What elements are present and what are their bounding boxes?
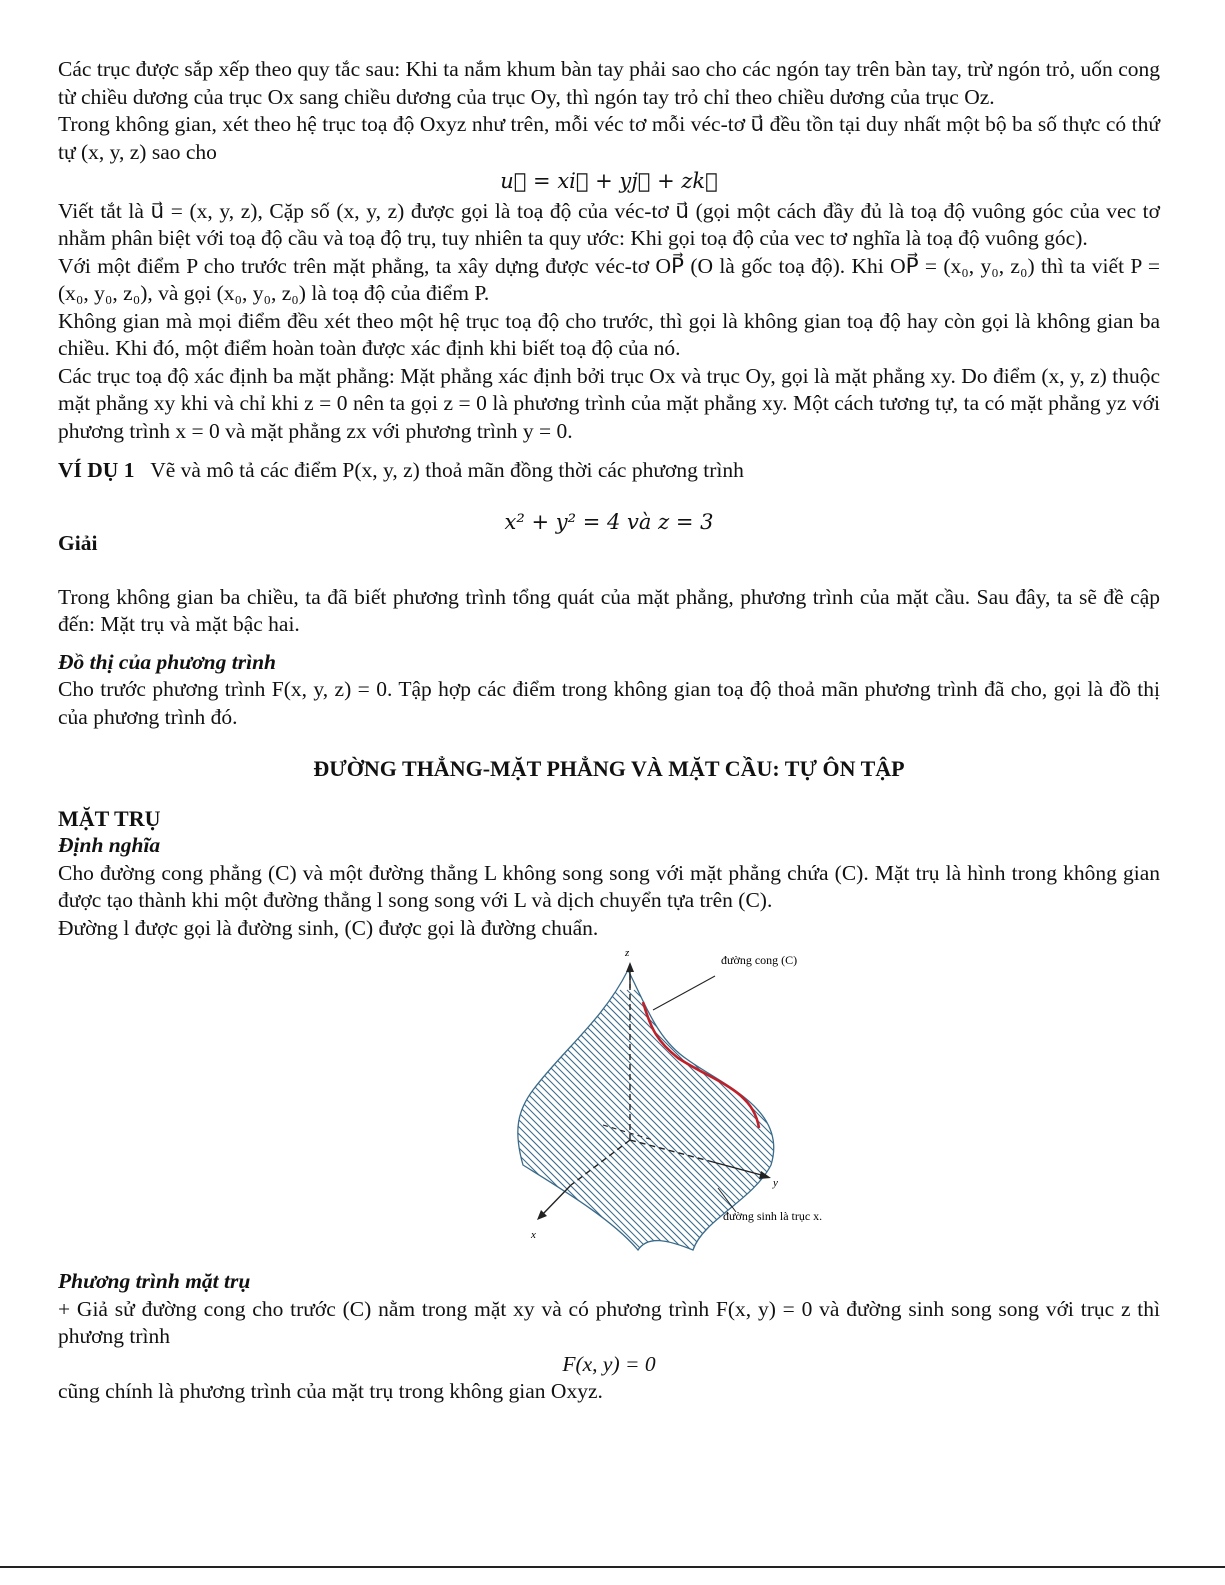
hatch-line (655, 990, 853, 1268)
hatch-line (453, 990, 619, 1268)
hatch-line (453, 990, 535, 1268)
x-axis-label: x (531, 1229, 536, 1241)
paragraph-generator-def: Đường l được gọi là đường sinh, (C) được gọi là đường chuẩn. (58, 915, 599, 940)
hatch-line (522, 990, 822, 1268)
hatch-line (536, 990, 836, 1268)
paragraph-cylinder-conclusion: cũng chính là phương trình của mặt trụ trong không gian Oxyz. (58, 1379, 603, 1403)
hatch-line (599, 990, 853, 1268)
cylinder-heading: MẶT TRỤ (58, 805, 161, 831)
hatch-line (453, 990, 465, 1268)
cylinder-figure (58, 950, 1160, 1268)
cylinder-equation: F(x, y) = 0 (562, 1351, 656, 1376)
hatch-line (453, 990, 605, 1268)
hatch-line (453, 990, 507, 1268)
paragraph-cylinder-def: Cho đường cong phẳng (C) và một đường thẳng L không song song với mặt phẳng chứa (C). Mặt trụ là hình trong không gian được tạo thành khi một đường thẳng l song song với L và dịch chuyển tựa trên (C). (58, 860, 1160, 912)
x-axis (541, 1185, 571, 1216)
y-axis-label: y (773, 1177, 778, 1189)
hatch-line (564, 990, 853, 1268)
hatch-line (711, 990, 853, 1268)
graph-heading: Đồ thị của phương trình (58, 649, 276, 674)
hatch-line (606, 990, 853, 1268)
hatch-line (697, 990, 853, 1268)
curve-leader-line (653, 976, 715, 1010)
hatch-line (487, 990, 787, 1268)
hatch-line (453, 990, 612, 1268)
solution-label: Giải (58, 531, 98, 555)
cylinder-equation-heading: Phương trình mặt trụ (58, 1269, 251, 1293)
hatch-line (662, 990, 853, 1268)
hatch-line (557, 990, 853, 1268)
hatch-line (453, 990, 675, 1268)
x-axis-dashed (571, 1140, 630, 1185)
hatch-line (453, 990, 493, 1268)
z-axis-arrow (626, 962, 634, 972)
equation-vector: u⃗ = xi⃗ + yj⃗ + zk⃗ (500, 169, 718, 193)
hatch-line (453, 990, 521, 1268)
hatch-line (613, 990, 853, 1268)
z-axis-label: z (625, 950, 630, 959)
hatch-line (550, 990, 850, 1268)
paragraph-cylinder-equation: + Giả sử đường cong cho trước (C) nằm trong mặt xy và có phương trình F(x, y) = 0 và đường sinh song song với trục z thì phương trình (58, 1296, 1160, 1348)
hatch-line (453, 990, 563, 1268)
hatch-line (453, 990, 626, 1268)
generator-label: đường sinh là trục x. (723, 1209, 823, 1223)
page-bottom-rule (0, 1566, 1225, 1568)
hatch-line (508, 990, 808, 1268)
hatch-line (641, 990, 853, 1268)
example-label: VÍ DỤ 1 (58, 458, 135, 482)
hatch-line (529, 990, 829, 1268)
hatch-line (453, 990, 500, 1268)
hatch-line (683, 990, 853, 1268)
document-page (58, 56, 1160, 1406)
hatch-line (648, 990, 853, 1268)
definition-heading: Định nghĩa (58, 833, 161, 857)
hatch-line (453, 990, 752, 1268)
hatch-line (459, 990, 759, 1268)
paragraph-point-coords: Với một điểm P cho trước trên mặt phẳng, ta xây dựng được véc-tơ OP⃗ (O là gốc toạ độ). Khi OP⃗ = (x₀, y₀, z₀) thì ta viết P = (x₀, y₀, z₀), và gọi (x₀, y₀, z₀) là toạ độ của điểm P. (58, 253, 1160, 305)
paragraph-graph-def: Cho trước phương trình F(x, y, z) = 0. Tập hợp các điểm trong không gian toạ độ thoả mãn phương trình đã cho, gọi là đồ thị của phương trình đó. (58, 677, 1160, 729)
hatch-line (453, 990, 486, 1268)
section-title: ĐƯỜNG THẲNG-MẶT PHẲNG VÀ MẶT CẦU: TỰ ÔN TẬP (313, 756, 905, 781)
hatch-line (453, 990, 570, 1268)
hatch-line (453, 990, 724, 1268)
hatch-line (453, 990, 479, 1268)
hatch-line (453, 990, 710, 1268)
paragraph-shorthand: Viết tắt là u⃗ = (x, y, z), Cặp số (x, y, z) được gọi là toạ độ của véc-tơ u⃗ (gọi một cách đầy đủ là toạ độ vuông góc của vec tơ nhằm phân biệt với toạ độ cầu và toạ độ trụ, tuy nhiên ta quy ước: Khi gọi toạ độ của vec tơ nghĩa là toạ độ vuông góc). (58, 198, 1160, 250)
curve-label: đường cong (C) (721, 953, 798, 967)
hatch-line (704, 990, 853, 1268)
hatch-line (453, 990, 514, 1268)
example-1 (58, 457, 1160, 485)
cylinder-illustration (453, 950, 853, 1268)
hatch-line (453, 990, 472, 1268)
hatch-line (690, 990, 853, 1268)
hatch-line (453, 990, 528, 1268)
paragraph-axis-rule: Các trục được sắp xếp theo quy tắc sau: Khi ta nắm khum bàn tay phải sao cho các ngón tay trên bàn tay, trừ ngón trỏ, uốn cong từ chiều dương của trục Ox sang chiều dương của trục Oy, thì ngón tay trỏ chỉ theo chiều dương của trục Oz. (58, 57, 1160, 109)
hatch-line (453, 990, 458, 1268)
hatch-line (501, 990, 801, 1268)
hatch-line (494, 990, 794, 1268)
paragraph-coordinate-planes: Các trục toạ độ xác định ba mặt phẳng: Mặt phẳng xác định bởi trục Ox và trục Oy, gọi là mặt phẳng xy. Do điểm (x, y, z) thuộc mặt phẳng xy khi và chỉ khi z = 0 nên ta gọi z = 0 là phương trình của mặt phẳng xy. Một cách tương tự, ta có mặt phẳng yz với phương trình x = 0 và mặt phẳng zx với phương trình y = 0. (58, 363, 1160, 443)
hatch-line (453, 990, 703, 1268)
example-equation: x² + y² = 4 và z = 3 (504, 509, 714, 534)
paragraph-intro-surfaces: Trong không gian ba chiều, ta đã biết phương trình tổng quát của mặt phẳng, phương trình của mặt cầu. Sau đây, ta sẽ đề cập đến: Mặt trụ và mặt bậc hai. (58, 584, 1160, 636)
example-text: Vẽ và mô tả các điểm P(x, y, z) thoả mãn đồng thời các phương trình (150, 458, 744, 482)
hatch-line (592, 990, 853, 1268)
hatch-line (543, 990, 843, 1268)
hatch-line (453, 990, 668, 1268)
y-axis-arrow (759, 1171, 771, 1179)
hatch-line (453, 990, 654, 1268)
paragraph-3d-space: Không gian mà mọi điểm đều xét theo một hệ trục toạ độ cho trước, thì gọi là không gian toạ độ hay còn gọi là không gian ba chiều. Khi đó, một điểm hoàn toàn được xác định khi biết toạ độ của nó. (58, 308, 1160, 360)
hatch-line (453, 990, 577, 1268)
paragraph-vector-coords: Trong không gian, xét theo hệ trục toạ độ Oxyz như trên, mỗi véc tơ mỗi véc-tơ u⃗ đều tồn tại duy nhất một bộ ba số thực có thứ tự (x, y, z) sao cho (58, 112, 1160, 164)
hatch-line (453, 990, 556, 1268)
